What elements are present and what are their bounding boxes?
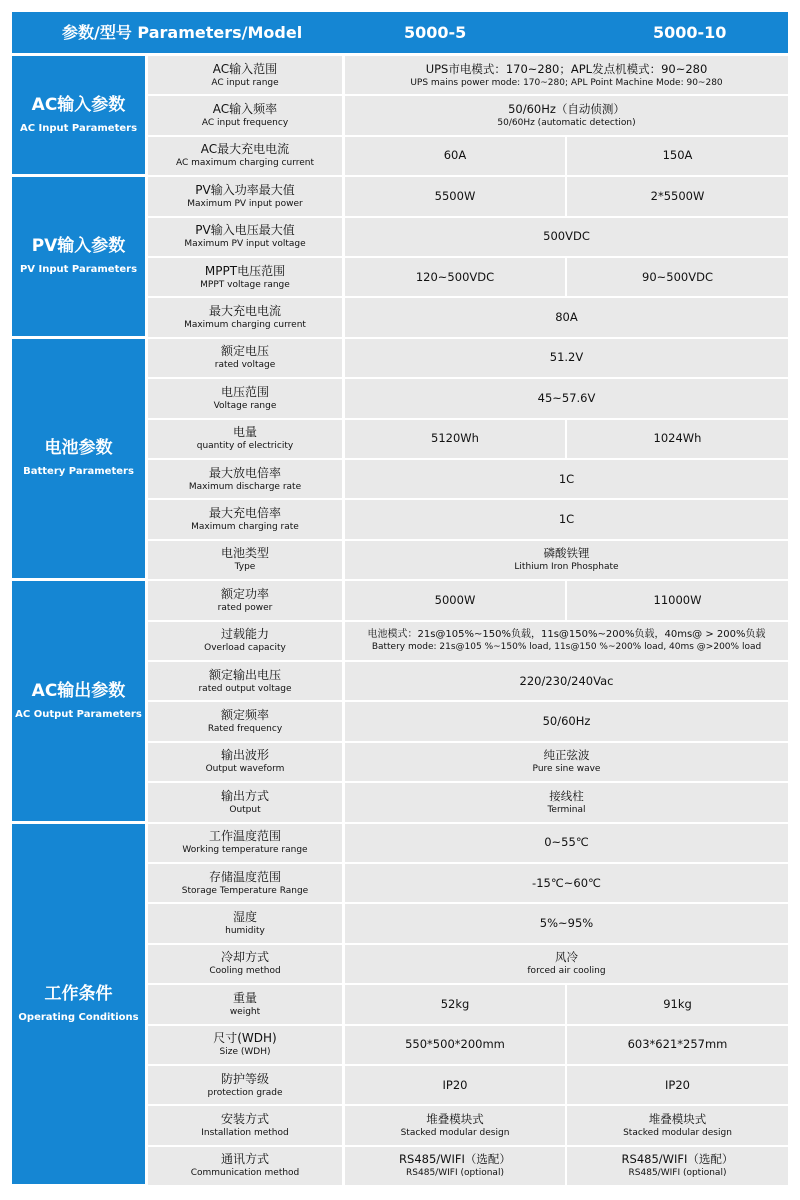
param-name-cn: 冷却方式 (220, 950, 269, 965)
value-cell-model-2 (567, 1106, 788, 1144)
param-name-en: Maximum PV input power (187, 198, 303, 209)
value-text: 50/60Hz (542, 714, 591, 729)
value-subtext: UPS mains power mode: 170~280; APL Point Machine Mode: 90~280 (410, 77, 723, 88)
param-label (148, 420, 342, 458)
group-label-2 (12, 339, 145, 578)
value-cell-model-1 (345, 985, 565, 1023)
param-name-cn: 最大充电电流 (208, 304, 281, 319)
param-label (148, 258, 342, 296)
param-label (148, 945, 342, 983)
param-label (148, 904, 342, 942)
value-cell-merged (345, 218, 788, 256)
param-label (148, 298, 342, 336)
value-subtext: forced air cooling (527, 966, 606, 977)
value-text: 1C (558, 512, 575, 527)
param-name-en: Output waveform (205, 764, 285, 775)
param-name-cn: AC输入频率 (212, 102, 278, 117)
model-header-2: 5000-10 (653, 23, 727, 42)
param-name-cn: 电池类型 (220, 546, 269, 561)
param-name-en: Voltage range (213, 400, 277, 411)
value-cell-model-1 (345, 258, 565, 296)
value-text: 120~500VDC (415, 269, 495, 284)
value-text: 550*500*200mm (405, 1037, 505, 1052)
param-name-en: humidity (225, 926, 265, 937)
param-label (148, 339, 342, 377)
value-text: 电池模式：21s@105%~150%负载，11s@150%~200%负载，40ms@ > 200%负载 (367, 629, 766, 641)
param-name-cn: 重量 (232, 990, 257, 1005)
model-header-1: 5000-5 (404, 23, 467, 42)
param-label (148, 500, 342, 538)
param-name-cn: 输出波形 (220, 748, 269, 763)
param-name-en: MPPT voltage range (200, 279, 290, 290)
param-label (148, 177, 342, 215)
value-cell-merged (345, 945, 788, 983)
param-name-cn: 额定输出电压 (208, 667, 281, 682)
table-header (12, 12, 788, 53)
param-name-cn: PV输入功率最大值 (195, 182, 295, 197)
param-name-en: Size (WDH) (219, 1047, 271, 1058)
value-cell-merged (345, 298, 788, 336)
value-cell-model-2 (567, 420, 788, 458)
param-label (148, 824, 342, 862)
value-text: RS485/WIFI（选配） (399, 1152, 511, 1167)
value-cell-merged (345, 379, 788, 417)
value-subtext: RS485/WIFI (optional) (628, 1168, 727, 1179)
value-cell-merged (345, 541, 788, 579)
param-name-en: rated output voltage (198, 683, 292, 694)
value-text: 2*5500W (650, 188, 705, 203)
value-subtext: Stacked modular design (400, 1128, 510, 1139)
param-label (148, 460, 342, 498)
param-label (148, 96, 342, 134)
value-cell-model-2 (567, 137, 788, 175)
group-name-en: Operating Conditions (18, 1011, 139, 1023)
value-cell-merged (345, 339, 788, 377)
param-name-cn: 额定频率 (220, 708, 269, 723)
param-name-en: rated power (217, 602, 273, 613)
value-cell-model-2 (567, 258, 788, 296)
param-label (148, 581, 342, 619)
param-label (148, 864, 342, 902)
param-name-cn: 存储温度范围 (208, 869, 281, 884)
value-subtext: Lithium Iron Phosphate (514, 562, 619, 573)
value-cell-model-2 (567, 1066, 788, 1104)
value-text: 80A (555, 310, 578, 325)
value-text: 220/230/240Vac (519, 673, 614, 688)
param-name-cn: 防护等级 (220, 1071, 269, 1086)
param-name-en: protection grade (207, 1087, 283, 1098)
param-name-cn: 额定功率 (220, 586, 269, 601)
value-cell-merged (345, 743, 788, 781)
param-label (148, 662, 342, 700)
param-name-cn: 工作温度范围 (208, 829, 281, 844)
value-text: 5500W (434, 188, 476, 203)
group-name-en: Battery Parameters (23, 466, 134, 478)
param-name-en: Installation method (201, 1128, 289, 1139)
value-cell-merged (345, 622, 788, 660)
value-cell-merged (345, 783, 788, 821)
group-name-cn: PV输入参数 (31, 236, 126, 257)
param-label (148, 541, 342, 579)
param-name-cn: 过载能力 (220, 627, 269, 642)
value-text: IP20 (665, 1077, 690, 1092)
param-name-cn: 电量 (232, 425, 257, 440)
group-name-cn: 电池参数 (44, 438, 113, 459)
value-text: 51.2V (549, 350, 584, 365)
value-text: 150A (662, 148, 693, 163)
param-name-cn: 安装方式 (220, 1112, 269, 1127)
param-label (148, 1026, 342, 1064)
value-cell-model-1 (345, 1106, 565, 1144)
group-name-en: AC Input Parameters (19, 123, 138, 135)
value-cell-merged (345, 824, 788, 862)
param-name-en: Communication method (190, 1168, 300, 1179)
value-cell-model-1 (345, 581, 565, 619)
value-subtext: RS485/WIFI (optional) (406, 1168, 504, 1179)
param-label (148, 702, 342, 740)
group-label-1 (12, 177, 145, 336)
param-name-en: rated voltage (214, 360, 276, 371)
value-text: 91kg (663, 996, 692, 1011)
value-subtext: Pure sine wave (532, 764, 601, 775)
param-name-en: Maximum charging current (184, 320, 306, 331)
value-cell-model-2 (567, 985, 788, 1023)
value-cell-model-1 (345, 137, 565, 175)
value-text: 45~57.6V (537, 390, 596, 405)
value-cell-model-2 (567, 1026, 788, 1064)
param-name-cn: AC最大充电电流 (200, 142, 290, 157)
value-text: RS485/WIFI（选配） (621, 1152, 734, 1167)
value-cell-merged (345, 864, 788, 902)
param-name-cn: 尺寸(WDH) (213, 1031, 277, 1046)
group-label-0 (12, 56, 145, 174)
param-name-en: Output (229, 804, 261, 815)
param-name-en: AC input range (211, 77, 279, 88)
param-name-cn: 电压范围 (220, 384, 269, 399)
value-text: 堆叠模块式 (426, 1112, 484, 1127)
param-name-en: quantity of electricity (196, 441, 294, 452)
param-label (148, 1147, 342, 1185)
value-text: 5000W (434, 592, 476, 607)
value-text: 50/60Hz（自动侦测） (508, 102, 625, 117)
param-label (148, 783, 342, 821)
param-name-en: Cooling method (209, 966, 281, 977)
value-cell-model-2 (567, 1147, 788, 1185)
param-name-en: Maximum charging rate (191, 522, 299, 533)
value-cell-merged (345, 662, 788, 700)
param-name-en: weight (229, 1006, 261, 1017)
group-name-cn: AC输入参数 (31, 95, 126, 116)
group-name-cn: 工作条件 (44, 983, 113, 1004)
value-cell-model-1 (345, 177, 565, 215)
value-text: 堆叠模块式 (648, 1112, 707, 1127)
value-text: -15℃~60℃ (532, 875, 601, 890)
param-name-en: Working temperature range (182, 845, 308, 856)
param-name-en: Maximum PV input voltage (184, 239, 306, 250)
value-text: 纯正弦波 (543, 748, 590, 763)
param-name-cn: PV输入电压最大值 (195, 223, 295, 238)
value-cell-merged (345, 702, 788, 740)
value-cell-merged (345, 96, 788, 134)
value-text: 1024Wh (653, 431, 702, 446)
value-subtext: 50/60Hz (automatic detection) (497, 118, 636, 129)
param-label (148, 218, 342, 256)
value-cell-model-1 (345, 1147, 565, 1185)
value-text: 5%~95% (539, 916, 594, 931)
value-text: 1C (558, 471, 575, 486)
group-name-en: AC Output Parameters (15, 708, 142, 720)
value-cell-merged (345, 56, 788, 94)
param-name-cn: MPPT电压范围 (204, 263, 286, 278)
group-label-3 (12, 581, 145, 820)
param-name-en: Storage Temperature Range (181, 885, 309, 896)
value-cell-merged (345, 460, 788, 498)
value-text: 磷酸铁锂 (543, 546, 590, 561)
param-label (148, 985, 342, 1023)
value-cell-merged (345, 500, 788, 538)
param-name-cn: 额定电压 (220, 344, 269, 359)
value-cell-merged (345, 904, 788, 942)
group-name-en: PV Input Parameters (19, 264, 138, 276)
param-name-cn: 最大放电倍率 (208, 465, 281, 480)
value-text: 52kg (440, 996, 470, 1011)
value-subtext: Terminal (547, 804, 586, 815)
param-name-en: AC input frequency (201, 118, 289, 129)
param-label (148, 622, 342, 660)
group-label-4 (12, 824, 145, 1185)
param-name-en: Maximum discharge rate (188, 481, 302, 492)
param-name-cn: 最大充电倍率 (208, 506, 281, 521)
value-cell-model-2 (567, 581, 788, 619)
value-text: IP20 (442, 1077, 468, 1092)
value-text: 11000W (653, 592, 702, 607)
param-name-cn: 通讯方式 (220, 1152, 269, 1167)
param-name-cn: AC输入范围 (212, 61, 278, 76)
param-label (148, 137, 342, 175)
param-label (148, 379, 342, 417)
value-cell-model-2 (567, 177, 788, 215)
param-name-cn: 输出方式 (220, 788, 269, 803)
group-name-cn: AC输出参数 (31, 680, 126, 701)
value-text: 90~500VDC (642, 269, 713, 284)
value-text: 603*621*257mm (627, 1037, 728, 1052)
value-cell-model-1 (345, 420, 565, 458)
value-text: 风冷 (555, 950, 578, 965)
value-text: 0~55℃ (544, 835, 589, 850)
param-name-en: AC maximum charging current (175, 158, 315, 169)
value-cell-model-1 (345, 1026, 565, 1064)
param-label (148, 1106, 342, 1144)
value-text: 500VDC (543, 229, 590, 244)
value-text: 60A (443, 148, 467, 163)
param-name-en: Rated frequency (207, 724, 283, 735)
param-label (148, 56, 342, 94)
param-name-en: Type (234, 562, 256, 573)
value-subtext: Battery mode: 21s@105 %~150% load, 11s@150 %~200% load, 40ms @>200% load (371, 642, 762, 653)
header-label: 参数/型号 Parameters/Model (62, 23, 303, 42)
param-name-en: Overload capacity (204, 643, 286, 654)
value-text: 5120Wh (431, 431, 479, 446)
value-subtext: Stacked modular design (623, 1128, 732, 1139)
value-text: UPS市电模式：170~280；APL发点机模式：90~280 (425, 61, 708, 76)
param-label (148, 1066, 342, 1104)
value-text: 接线柱 (549, 788, 584, 803)
param-name-cn: 湿度 (232, 910, 257, 925)
param-label (148, 743, 342, 781)
value-cell-model-1 (345, 1066, 565, 1104)
